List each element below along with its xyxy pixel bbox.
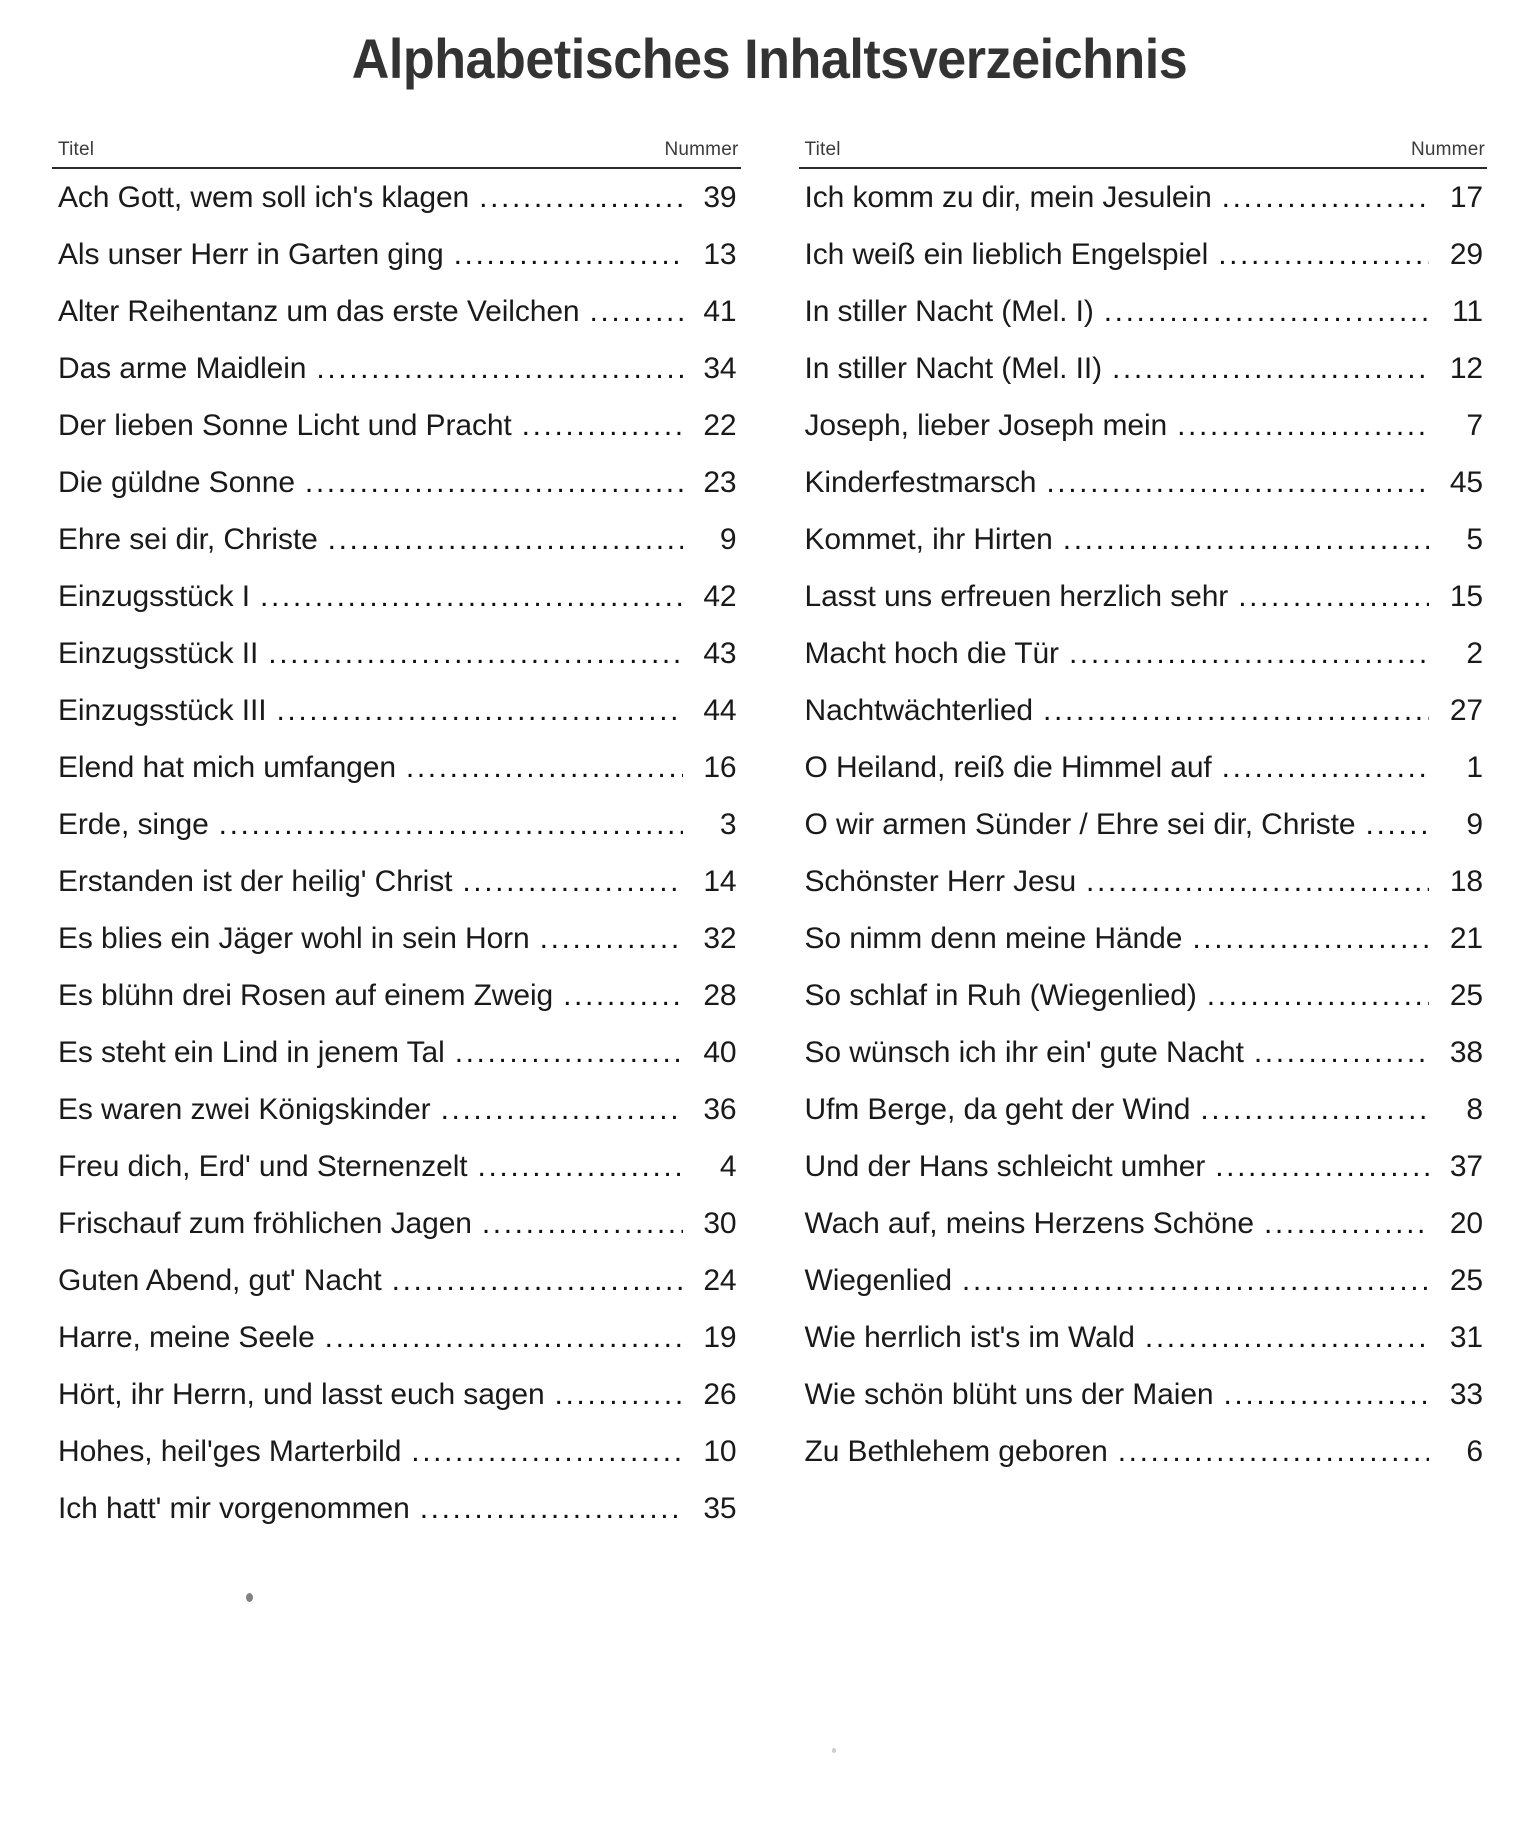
index-entry[interactable] (799, 511, 1488, 568)
entry-number: 45 (1449, 465, 1483, 499)
entry-number: 28 (703, 978, 737, 1012)
index-entry[interactable] (799, 1138, 1488, 1195)
entry-number: 20 (1449, 1206, 1483, 1240)
entry-number: 1 (1466, 750, 1483, 784)
entry-number: 11 (1452, 294, 1483, 328)
scan-artifact-speck-secondary (832, 1748, 836, 1753)
header-nummer-right: Nummer (1410, 139, 1485, 160)
entry-title: Schönster Herr Jesu (804, 864, 1077, 898)
entry-title: Einzugsstück II (58, 636, 259, 670)
index-entry[interactable] (799, 340, 1488, 397)
entry-title: So nimm denn meine Hände (804, 921, 1183, 955)
scan-artifact-speck (246, 1593, 253, 1602)
entry-number: 43 (703, 636, 737, 670)
entry-title: Hohes, heil'ges Marterbild (58, 1434, 402, 1468)
entry-number: 8 (1466, 1092, 1483, 1126)
entry-number: 19 (703, 1320, 737, 1354)
entry-title: In stiller Nacht (Mel. II) (804, 351, 1102, 385)
dot-leader (522, 411, 683, 441)
entry-title: Lasst uns erfreuen herzlich sehr (804, 579, 1229, 613)
index-entry[interactable] (52, 1366, 741, 1423)
entry-title: O Heiland, reiß die Himmel auf (804, 750, 1212, 784)
entry-number: 22 (703, 408, 737, 442)
dot-leader (1145, 1323, 1429, 1353)
index-entry[interactable] (799, 568, 1488, 625)
entry-title: Es steht ein Lind in jenem Tal (58, 1035, 445, 1069)
entry-title: Hört, ihr Herrn, und lasst euch sagen (58, 1377, 545, 1411)
dot-leader (260, 582, 682, 612)
left-column (52, 139, 741, 1537)
entry-list-right (799, 169, 1488, 1480)
entry-number: 16 (703, 750, 737, 784)
dot-leader (420, 1494, 683, 1524)
index-columns (0, 91, 1539, 1537)
header-nummer-left: Nummer (664, 139, 739, 160)
index-entry[interactable] (52, 1252, 741, 1309)
dot-leader (1069, 639, 1429, 669)
index-entry[interactable] (799, 169, 1488, 226)
entry-number: 31 (1449, 1320, 1483, 1354)
dot-leader (1215, 1152, 1429, 1182)
index-entry[interactable] (52, 910, 741, 967)
entry-title: Freu dich, Erd' und Sternenzelt (58, 1149, 468, 1183)
entry-number: 18 (1449, 864, 1483, 898)
entry-number: 23 (703, 465, 737, 499)
index-entry[interactable] (52, 1138, 741, 1195)
index-entry[interactable] (799, 226, 1488, 283)
index-entry[interactable] (799, 796, 1488, 853)
index-entry[interactable] (799, 1195, 1488, 1252)
entry-title: Elend hat mich umfangen (58, 750, 396, 784)
dot-leader (328, 525, 683, 555)
entry-title: Der lieben Sonne Licht und Pracht (58, 408, 512, 442)
entry-title: In stiller Nacht (Mel. I) (804, 294, 1094, 328)
index-entry[interactable] (52, 853, 741, 910)
header-titel-left: Titel (58, 139, 95, 160)
index-entry[interactable] (52, 568, 741, 625)
index-entry[interactable] (799, 739, 1488, 796)
index-entry[interactable] (52, 226, 741, 283)
entry-number: 27 (1449, 693, 1483, 727)
entry-title: Die güldne Sonne (58, 465, 295, 499)
index-entry[interactable] (799, 1309, 1488, 1366)
entry-title: Guten Abend, gut' Nacht (58, 1263, 382, 1297)
entry-title: Ich komm zu dir, mein Jesulein (804, 180, 1212, 214)
index-entry[interactable] (52, 169, 741, 226)
dot-leader (462, 867, 682, 897)
entry-number: 40 (703, 1035, 737, 1069)
dot-leader (1086, 867, 1429, 897)
entry-title: Frischauf zum fröhlichen Jagen (58, 1206, 472, 1240)
dot-leader (1043, 696, 1429, 726)
entry-title: Ehre sei dir, Christe (58, 522, 318, 556)
index-entry[interactable] (52, 1480, 741, 1537)
index-entry[interactable] (799, 682, 1488, 739)
entry-number: 13 (703, 237, 737, 271)
entry-number: 6 (1466, 1434, 1483, 1468)
entry-title: Erde, singe (58, 807, 209, 841)
index-entry[interactable] (52, 967, 741, 1024)
dot-leader (277, 696, 683, 726)
index-entry[interactable] (52, 397, 741, 454)
dot-leader (406, 753, 683, 783)
entry-number: 41 (703, 294, 737, 328)
header-titel-right: Titel (804, 139, 841, 160)
dot-leader (455, 1038, 683, 1068)
entry-title: Einzugsstück I (58, 579, 251, 613)
index-entry[interactable] (52, 1423, 741, 1480)
dot-leader (411, 1437, 682, 1467)
entry-title: O wir armen Sünder / Ehre sei dir, Christe (804, 807, 1356, 841)
entry-number: 34 (703, 351, 737, 385)
entry-title: Erstanden ist der heilig' Christ (58, 864, 453, 898)
entry-number: 9 (719, 522, 737, 556)
entry-list-left (52, 169, 741, 1537)
dot-leader (540, 924, 683, 954)
entry-number: 35 (703, 1491, 737, 1525)
index-entry[interactable] (52, 1024, 741, 1081)
dot-leader (555, 1380, 683, 1410)
entry-number: 12 (1449, 351, 1483, 385)
index-entry[interactable] (52, 1081, 741, 1138)
entry-number: 24 (703, 1263, 737, 1297)
entry-number: 10 (703, 1434, 737, 1468)
index-entry[interactable] (52, 454, 741, 511)
dot-leader (1192, 924, 1429, 954)
dot-leader (1177, 411, 1429, 441)
entry-number: 9 (1466, 807, 1483, 841)
entry-number: 29 (1449, 237, 1483, 271)
entry-title: Ach Gott, wem soll ich's klagen (58, 180, 470, 214)
dot-leader (962, 1266, 1429, 1296)
entry-number: 3 (719, 807, 737, 841)
entry-number: 5 (1466, 522, 1483, 556)
entry-title: So wünsch ich ihr ein' gute Nacht (804, 1035, 1244, 1069)
index-entry[interactable] (799, 967, 1488, 1024)
entry-title: Nachtwächterlied (804, 693, 1034, 727)
entry-number: 36 (703, 1092, 737, 1126)
dot-leader (1104, 297, 1429, 327)
index-entry[interactable] (799, 1081, 1488, 1138)
dot-leader (325, 1323, 683, 1353)
entry-number: 30 (703, 1206, 737, 1240)
index-entry[interactable] (52, 511, 741, 568)
dot-leader (478, 1152, 683, 1182)
entry-title: Alter Reihentanz um das erste Veilchen (58, 294, 580, 328)
index-entry[interactable] (799, 454, 1488, 511)
dot-leader (1222, 753, 1429, 783)
dot-leader (563, 981, 682, 1011)
index-entry[interactable] (799, 283, 1488, 340)
entry-title: So schlaf in Ruh (Wiegenlied) (804, 978, 1197, 1012)
entry-number: 4 (719, 1149, 737, 1183)
entry-title: Macht hoch die Tür (804, 636, 1059, 670)
index-entry[interactable] (799, 1252, 1488, 1309)
dot-leader (392, 1266, 683, 1296)
index-entry[interactable] (52, 625, 741, 682)
entry-title: Es waren zwei Königskinder (58, 1092, 431, 1126)
index-entry[interactable] (52, 340, 741, 397)
dot-leader (1224, 1380, 1430, 1410)
entry-number: 25 (1449, 1263, 1483, 1297)
entry-title: Wie schön blüht uns der Maien (804, 1377, 1214, 1411)
entry-title: Wiegenlied (804, 1263, 952, 1297)
entry-number: 32 (703, 921, 737, 955)
entry-title: Joseph, lieber Joseph mein (804, 408, 1168, 442)
entry-title: Es blies ein Jäger wohl in sein Horn (58, 921, 530, 955)
dot-leader (1063, 525, 1429, 555)
dot-leader (1046, 468, 1429, 498)
index-entry[interactable] (52, 1309, 741, 1366)
dot-leader (1366, 810, 1429, 840)
entry-title: Ufm Berge, da geht der Wind (804, 1092, 1191, 1126)
index-entry[interactable] (799, 853, 1488, 910)
entry-number: 33 (1449, 1377, 1483, 1411)
dot-leader (454, 240, 683, 270)
dot-leader (441, 1095, 683, 1125)
dot-leader (219, 810, 683, 840)
index-entry[interactable] (52, 283, 741, 340)
entry-number: 14 (703, 864, 737, 898)
page-title: Alphabetisches Inhaltsverzeichnis (351, 27, 1188, 90)
dot-leader (268, 639, 682, 669)
entry-title: Es blühn drei Rosen auf einem Zweig (58, 978, 554, 1012)
dot-leader (1222, 183, 1429, 213)
index-entry[interactable] (799, 1423, 1488, 1480)
entry-number: 7 (1466, 408, 1483, 442)
entry-number: 42 (703, 579, 737, 613)
dot-leader (1112, 354, 1429, 384)
entry-title: Harre, meine Seele (58, 1320, 315, 1354)
entry-number: 17 (1449, 180, 1483, 214)
entry-title: Ich weiß ein lieblich Engelspiel (804, 237, 1209, 271)
entry-title: Ich hatt' mir vorgenommen (58, 1491, 410, 1525)
entry-title: Das arme Maidlein (58, 351, 307, 385)
entry-title: Einzugsstück III (58, 693, 267, 727)
entry-number: 2 (1466, 636, 1483, 670)
dot-leader (305, 468, 683, 498)
index-entry[interactable] (799, 397, 1488, 454)
dot-leader (1254, 1038, 1429, 1068)
entry-title: Und der Hans schleicht umher (804, 1149, 1206, 1183)
dot-leader (1264, 1209, 1429, 1239)
entry-title: Zu Bethlehem geboren (804, 1434, 1108, 1468)
dot-leader (1207, 981, 1429, 1011)
index-entry[interactable] (52, 739, 741, 796)
dot-leader (316, 354, 682, 384)
index-entry[interactable] (799, 1024, 1488, 1081)
right-column (799, 139, 1488, 1480)
index-entry[interactable] (799, 625, 1488, 682)
entry-number: 25 (1449, 978, 1483, 1012)
index-entry[interactable] (799, 1366, 1488, 1423)
dot-leader (590, 297, 683, 327)
column-header-right (799, 139, 1488, 169)
entry-number: 38 (1449, 1035, 1483, 1069)
entry-title: Wie herrlich ist's im Wald (804, 1320, 1135, 1354)
column-header-left (52, 139, 741, 169)
entry-title: Kommet, ihr Hirten (804, 522, 1053, 556)
entry-number: 15 (1449, 579, 1483, 613)
entry-number: 39 (703, 180, 737, 214)
dot-leader (1200, 1095, 1429, 1125)
dot-leader (479, 183, 682, 213)
dot-leader (1238, 582, 1429, 612)
entry-number: 44 (703, 693, 737, 727)
entry-number: 21 (1449, 921, 1483, 955)
index-entry[interactable] (799, 910, 1488, 967)
entry-title: Kinderfestmarsch (804, 465, 1037, 499)
entry-number: 37 (1449, 1149, 1483, 1183)
index-entry[interactable] (52, 1195, 741, 1252)
dot-leader (1118, 1437, 1429, 1467)
dot-leader (482, 1209, 683, 1239)
entry-title: Wach auf, meins Herzens Schöne (804, 1206, 1254, 1240)
entry-number: 26 (703, 1377, 737, 1411)
entry-title: Als unser Herr in Garten ging (58, 237, 444, 271)
dot-leader (1218, 240, 1429, 270)
index-entry[interactable] (52, 682, 741, 739)
index-entry[interactable] (52, 796, 741, 853)
